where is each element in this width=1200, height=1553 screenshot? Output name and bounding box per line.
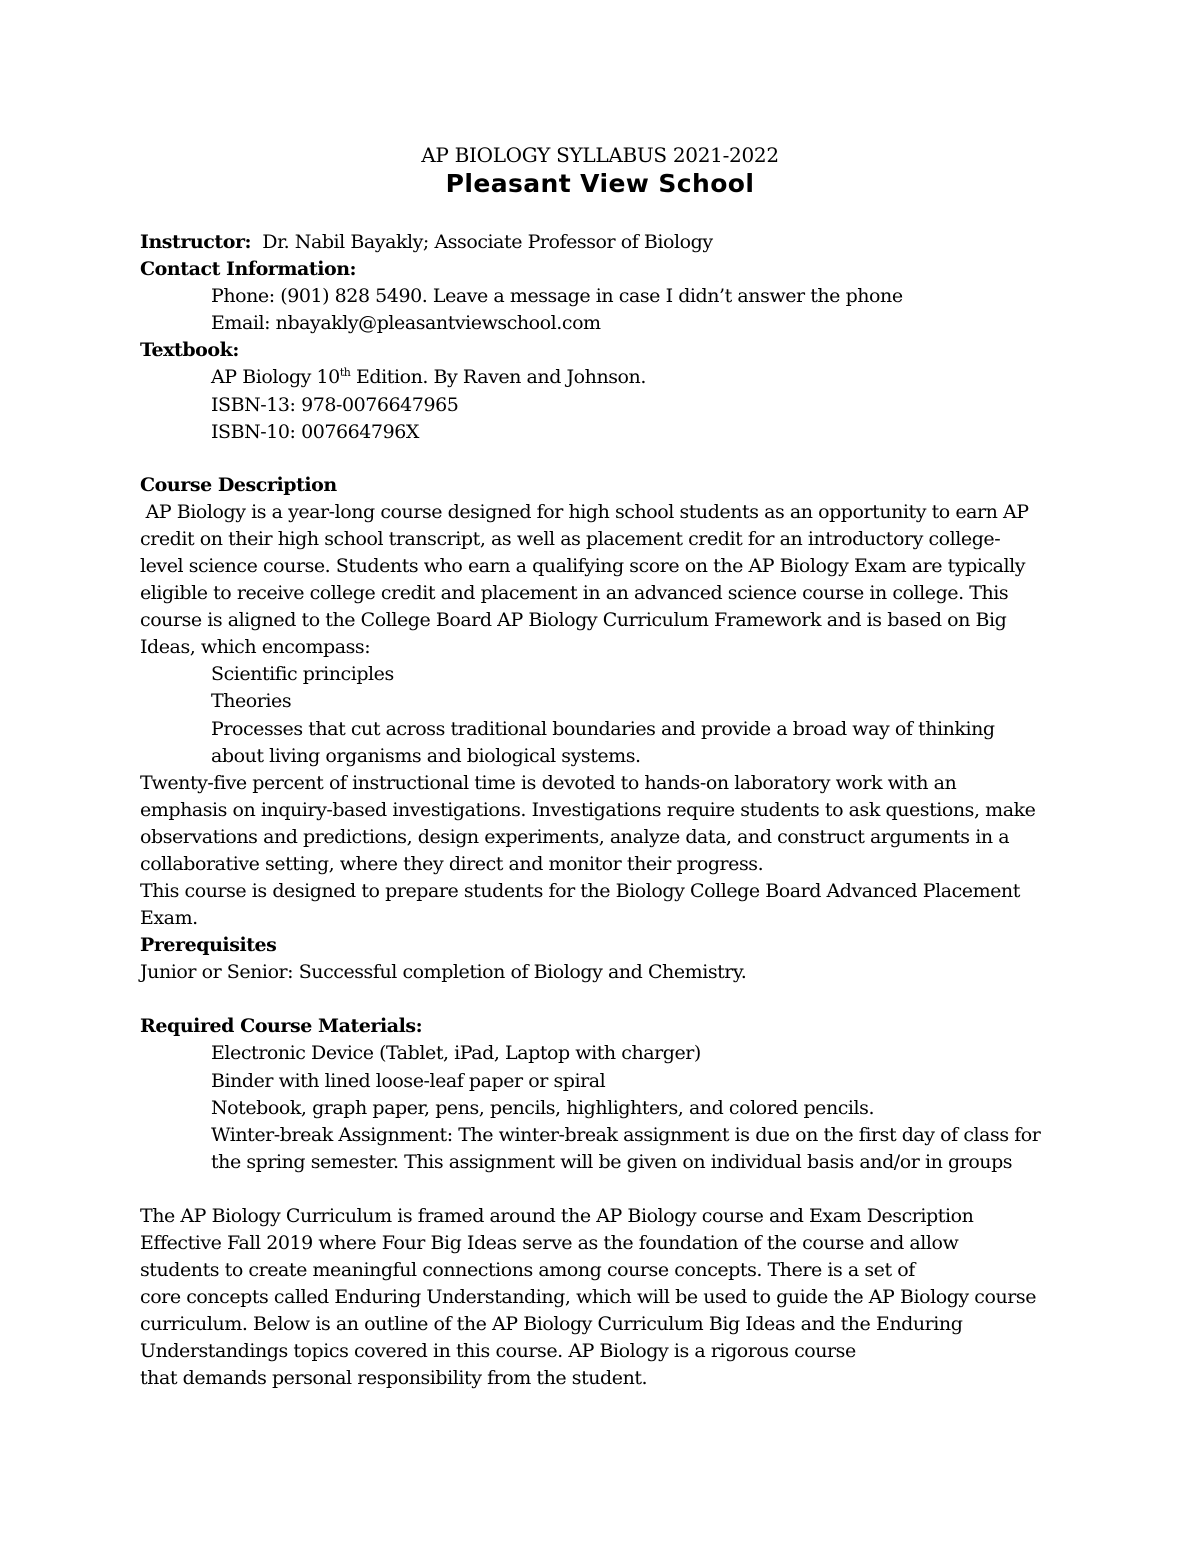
materials-item-continued: the spring semester. This assignment will be given on individual basis and/or in groups bbox=[211, 1151, 1013, 1173]
lab-paragraph-line: emphasis on inquiry-based investigations. Investigations require students to ask questions, make bbox=[140, 799, 1036, 821]
prerequisites-text: Junior or Senior: Successful completion of Biology and Chemistry. bbox=[140, 961, 747, 983]
course-description-line: credit on their high school transcript, as well as placement credit for an introductory college- bbox=[140, 528, 1001, 550]
course-description-heading: Course Description bbox=[140, 474, 337, 496]
instructor-value: Dr. Nabil Bayakly; Associate Professor of Biology bbox=[262, 231, 713, 253]
lab-paragraph-line: Twenty-five percent of instructional time is devoted to hands-on laboratory work with an bbox=[140, 772, 957, 794]
textbook-isbn10: ISBN-10: 007664796X bbox=[211, 421, 419, 443]
big-idea-item: Scientific principles bbox=[211, 663, 394, 685]
materials-item: Winter-break Assignment: The winter-break assignment is due on the first day of class for bbox=[211, 1124, 1041, 1146]
curriculum-paragraph-line: that demands personal responsibility from the student. bbox=[140, 1367, 648, 1389]
contact-phone: Phone: (901) 828 5490. Leave a message in case I didn’t answer the phone bbox=[211, 285, 903, 307]
lab-paragraph-line: observations and predictions, design experiments, analyze data, and construct arguments in a bbox=[140, 826, 1010, 848]
textbook-title-superscript: th bbox=[339, 366, 351, 379]
textbook-heading: Textbook: bbox=[140, 339, 239, 361]
materials-item: Binder with lined loose-leaf paper or spiral bbox=[211, 1070, 606, 1092]
curriculum-paragraph-line: students to create meaningful connections among course concepts. There is a set of bbox=[140, 1259, 915, 1281]
textbook-title-suffix: Edition. By Raven and Johnson. bbox=[350, 366, 646, 388]
instructor-label: Instructor: bbox=[140, 231, 252, 253]
textbook-title-prefix: AP Biology 10 bbox=[211, 366, 340, 388]
course-description-line: course is aligned to the College Board AP Biology Curriculum Framework and is based on Big bbox=[140, 609, 1007, 631]
contact-heading: Contact Information: bbox=[140, 258, 357, 280]
big-idea-item: Theories bbox=[211, 690, 292, 712]
curriculum-paragraph-line: core concepts called Enduring Understanding, which will be used to guide the AP Biology course bbox=[140, 1286, 1036, 1308]
contact-email: Email: nbayakly@pleasantviewschool.com bbox=[211, 312, 601, 334]
materials-item: Notebook, graph paper, pens, pencils, highlighters, and colored pencils. bbox=[211, 1097, 875, 1119]
course-description-line: eligible to receive college credit and placement in an advanced science course in college. This bbox=[140, 582, 1009, 604]
curriculum-paragraph-line: Effective Fall 2019 where Four Big Ideas serve as the foundation of the course and allow bbox=[140, 1232, 959, 1254]
curriculum-paragraph-line: curriculum. Below is an outline of the AP Biology Curriculum Big Ideas and the Enduring bbox=[140, 1313, 963, 1335]
course-description-line: AP Biology is a year-long course designed for high school students as an opportunity to earn AP bbox=[140, 501, 1029, 523]
instructor-line bbox=[140, 229, 713, 256]
school-name: Pleasant View School bbox=[445, 169, 755, 198]
prep-paragraph-line: Exam. bbox=[140, 907, 198, 929]
course-description-line: level science course. Students who earn a qualifying score on the AP Biology Exam are typically bbox=[140, 555, 1026, 577]
lab-paragraph-line: collaborative setting, where they direct and monitor their progress. bbox=[140, 853, 764, 875]
course-description-line: Ideas, which encompass: bbox=[140, 636, 371, 658]
prerequisites-heading: Prerequisites bbox=[140, 934, 277, 956]
materials-item: Electronic Device (Tablet, iPad, Laptop with charger) bbox=[211, 1042, 701, 1064]
textbook-title bbox=[211, 364, 646, 391]
prep-paragraph-line: This course is designed to prepare students for the Biology College Board Advanced Placement bbox=[140, 880, 1020, 902]
curriculum-paragraph-line: Understandings topics covered in this course. AP Biology is a rigorous course bbox=[140, 1340, 856, 1362]
big-idea-item: Processes that cut across traditional boundaries and provide a broad way of thinking bbox=[211, 718, 995, 740]
textbook-isbn13: ISBN-13: 978-0076647965 bbox=[211, 394, 459, 416]
big-idea-item-continued: about living organisms and biological systems. bbox=[211, 745, 641, 767]
curriculum-paragraph-line: The AP Biology Curriculum is framed around the AP Biology course and Exam Description bbox=[140, 1205, 974, 1227]
materials-heading: Required Course Materials: bbox=[140, 1015, 423, 1037]
document-title: AP BIOLOGY SYLLABUS 2021-2022 bbox=[421, 143, 779, 167]
